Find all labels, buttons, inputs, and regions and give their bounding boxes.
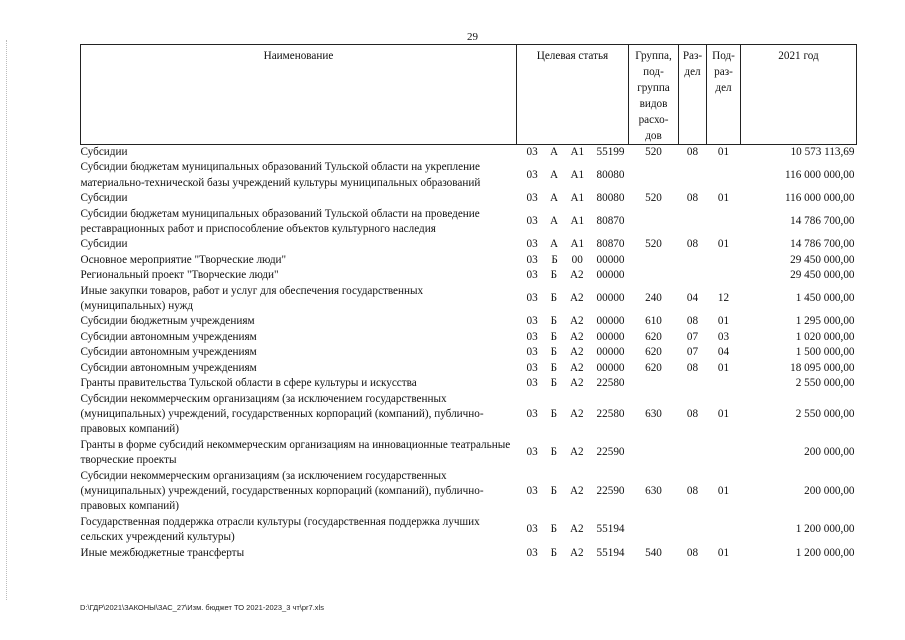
row-amount: 2 550 000,00 xyxy=(795,407,855,420)
row-cs-subprogram: Б xyxy=(551,253,558,266)
row-cs-direction: 80080 xyxy=(596,192,625,205)
row-section: 07 xyxy=(686,330,699,343)
row-subsection xyxy=(707,376,741,391)
row-cs-subprogram: А xyxy=(550,192,559,205)
row-section: 08 xyxy=(686,315,699,328)
header-target-article: Целевая статья xyxy=(517,45,629,145)
row-cs-program: 03 xyxy=(526,407,538,420)
table-row xyxy=(81,160,857,191)
row-cs-program: 03 xyxy=(526,484,538,497)
row-subsection: 01 xyxy=(717,146,730,158)
row-section xyxy=(679,438,707,469)
row-cs-program: 03 xyxy=(526,546,538,559)
row-cs-program: 03 xyxy=(526,346,538,359)
row-target-article xyxy=(517,469,629,515)
row-cs-event: А2 xyxy=(569,361,584,374)
row-cs-event: А2 xyxy=(569,346,584,359)
table-body xyxy=(81,145,857,561)
table-row xyxy=(81,515,857,546)
table-row xyxy=(81,392,857,438)
row-target-article xyxy=(517,253,629,268)
row-section: 08 xyxy=(686,546,699,559)
row-cs-program: 03 xyxy=(526,330,538,343)
header-expense-group: Группа, под- группа видов расхо- дов xyxy=(629,45,679,145)
row-target-article xyxy=(517,392,629,438)
row-cs-direction: 00000 xyxy=(596,330,625,343)
row-name: Региональный проект "Творческие люди" xyxy=(80,269,279,282)
row-target-article xyxy=(517,361,629,376)
row-target-article xyxy=(517,268,629,283)
row-amount: 1 450 000,00 xyxy=(795,292,855,305)
row-target-article xyxy=(517,160,629,191)
table-row xyxy=(81,314,857,329)
row-amount: 200 000,00 xyxy=(804,446,855,459)
row-cs-subprogram: Б xyxy=(550,523,558,536)
row-name: Субсидии xyxy=(80,192,128,205)
table-row xyxy=(81,237,857,252)
row-subsection: 03 xyxy=(717,330,730,343)
row-expense-group: 520 xyxy=(645,146,662,158)
row-subsection: 04 xyxy=(717,346,730,359)
row-target-article xyxy=(517,284,629,315)
row-cs-subprogram: Б xyxy=(550,407,558,420)
row-amount: 1 200 000,00 xyxy=(795,546,855,559)
row-cs-subprogram: Б xyxy=(550,446,558,459)
row-subsection xyxy=(707,207,741,238)
row-cs-event: А1 xyxy=(570,146,585,158)
row-name: Субсидии xyxy=(80,238,128,251)
row-amount: 18 095 000,00 xyxy=(790,361,855,374)
row-target-article xyxy=(517,376,629,391)
row-cs-event: А2 xyxy=(569,407,584,420)
row-name: Субсидии автономным учреждениям xyxy=(80,330,257,343)
budget-table xyxy=(80,44,857,561)
row-amount: 1 500 000,00 xyxy=(795,346,855,359)
row-cs-event: А1 xyxy=(570,192,585,205)
table-row xyxy=(81,438,857,469)
row-cs-direction: 00000 xyxy=(596,292,625,305)
row-cs-direction: 55194 xyxy=(596,546,625,559)
table-row xyxy=(81,253,857,268)
row-expense-group xyxy=(629,253,679,268)
row-expense-group xyxy=(629,376,679,391)
row-amount: 10 573 113,69 xyxy=(790,146,855,158)
file-path-footer: D:\ГДР\2021\ЗАКОНЫ\ЗАС_27\Изм. бюджет ТО 2021-2023_3 чт\pr7.xls xyxy=(80,603,324,612)
row-name: Субсидии некоммерческим организациям (за исключением государственных (муниципальных) учреждений, государственных корпораций (компаний), публично-правовых компаний) xyxy=(80,469,484,513)
row-section: 04 xyxy=(686,292,699,305)
row-cs-subprogram: Б xyxy=(550,484,558,497)
row-cs-program: 03 xyxy=(526,292,538,305)
row-cs-direction: 80080 xyxy=(596,169,625,182)
row-section: 08 xyxy=(686,192,699,205)
row-cs-event: А2 xyxy=(569,269,584,282)
row-expense-group: 630 xyxy=(645,484,662,497)
row-subsection xyxy=(707,438,741,469)
row-subsection xyxy=(707,268,741,283)
row-target-article xyxy=(517,191,629,206)
row-expense-group: 520 xyxy=(645,192,662,205)
row-subsection xyxy=(707,160,741,191)
row-section: 08 xyxy=(686,407,699,420)
row-cs-direction: 55199 xyxy=(596,146,625,158)
row-cs-program: 03 xyxy=(526,215,538,228)
table-row xyxy=(81,268,857,283)
row-amount: 14 786 700,00 xyxy=(790,238,855,251)
table-row xyxy=(81,546,857,561)
table-row xyxy=(81,345,857,360)
header-section: Раз- дел xyxy=(679,45,707,145)
row-expense-group xyxy=(629,160,679,191)
row-cs-event: А1 xyxy=(570,238,585,251)
row-section xyxy=(679,160,707,191)
row-amount: 116 000 000,00 xyxy=(784,169,855,182)
row-cs-program: 03 xyxy=(526,192,538,205)
row-amount: 1 295 000,00 xyxy=(795,315,855,328)
row-cs-direction: 22580 xyxy=(596,377,625,390)
row-cs-subprogram: А xyxy=(550,169,559,182)
row-section xyxy=(679,376,707,391)
row-cs-program: 03 xyxy=(526,377,538,390)
row-target-article xyxy=(517,546,629,561)
row-cs-event: А2 xyxy=(569,484,584,497)
row-cs-subprogram: Б xyxy=(550,377,558,390)
row-section xyxy=(679,515,707,546)
row-cs-direction: 00000 xyxy=(596,315,625,328)
row-cs-program: 03 xyxy=(526,446,538,459)
row-cs-subprogram: Б xyxy=(550,315,558,328)
row-target-article xyxy=(517,515,629,546)
row-section: 07 xyxy=(686,346,699,359)
row-cs-direction: 00000 xyxy=(596,269,625,282)
row-name: Гранты правительства Тульской области в сфере культуры и искусства xyxy=(80,377,417,390)
table-row xyxy=(81,376,857,391)
row-cs-event: А2 xyxy=(569,292,584,305)
row-cs-subprogram: Б xyxy=(550,292,558,305)
row-cs-subprogram: Б xyxy=(550,546,558,559)
row-cs-subprogram: А xyxy=(550,238,559,251)
row-cs-direction: 22580 xyxy=(596,407,625,420)
row-name: Субсидии некоммерческим организациям (за исключением государственных (муниципальных) учреждений, государственных корпораций (компаний), публично-правовых компаний) xyxy=(80,392,484,436)
row-target-article xyxy=(517,345,629,360)
row-section: 08 xyxy=(686,146,699,158)
row-subsection: 12 xyxy=(717,292,730,305)
row-amount: 200 000,00 xyxy=(804,484,855,497)
row-name: Субсидии бюджетам муниципальных образований Тульской области на укрепление материально-технической базы учреждений культуры муниципальных образований xyxy=(80,161,481,189)
row-cs-program: 03 xyxy=(526,361,538,374)
row-subsection xyxy=(707,253,741,268)
row-expense-group xyxy=(629,268,679,283)
row-name: Субсидии автономным учреждениям xyxy=(80,361,257,374)
row-subsection: 01 xyxy=(717,546,730,559)
row-name: Субсидии xyxy=(80,146,128,158)
row-expense-group: 610 xyxy=(645,315,662,328)
row-subsection: 01 xyxy=(717,484,730,497)
row-expense-group: 520 xyxy=(645,238,662,251)
row-cs-program: 03 xyxy=(526,269,538,282)
row-cs-subprogram: А xyxy=(550,215,559,228)
row-subsection xyxy=(707,515,741,546)
page-number: 29 xyxy=(467,31,478,43)
row-cs-subprogram: Б xyxy=(550,330,558,343)
row-name: Государственная поддержка отрасли культуры (государственная поддержка лучших сельских учреждений культуры) xyxy=(80,515,480,544)
row-name: Субсидии автономным учреждениям xyxy=(80,346,257,359)
row-cs-event: А2 xyxy=(569,315,584,328)
table-header-row xyxy=(81,45,857,145)
row-expense-group: 620 xyxy=(645,346,662,359)
row-cs-direction: 80870 xyxy=(596,238,625,251)
row-cs-event: А2 xyxy=(569,523,584,536)
row-target-article xyxy=(517,438,629,469)
table-row xyxy=(81,361,857,376)
header-year-2021: 2021 год xyxy=(741,45,857,145)
row-section: 08 xyxy=(686,484,699,497)
row-expense-group: 630 xyxy=(645,407,662,420)
row-expense-group: 620 xyxy=(645,330,662,343)
header-subsection: Под- раз- дел xyxy=(707,45,741,145)
row-subsection: 01 xyxy=(717,407,730,420)
row-cs-event: А1 xyxy=(570,215,585,228)
row-target-article xyxy=(517,207,629,238)
row-expense-group xyxy=(629,515,679,546)
row-name: Иные закупки товаров, работ и услуг для обеспечения государственных (муниципальных) нужд xyxy=(80,284,424,313)
row-target-article xyxy=(517,237,629,252)
table-row xyxy=(81,207,857,238)
row-cs-direction: 00000 xyxy=(596,361,625,374)
row-cs-program: 03 xyxy=(526,146,538,158)
row-cs-program: 03 xyxy=(526,253,538,266)
row-expense-group: 620 xyxy=(645,361,662,374)
row-cs-program: 03 xyxy=(526,523,538,536)
row-cs-direction: 55194 xyxy=(596,523,625,536)
table-row xyxy=(81,330,857,345)
row-subsection: 01 xyxy=(717,192,730,205)
row-cs-subprogram: Б xyxy=(550,346,558,359)
row-target-article xyxy=(517,330,629,345)
margin-dotted-line xyxy=(6,40,8,600)
row-amount: 29 450 000,00 xyxy=(790,269,855,282)
row-expense-group xyxy=(629,207,679,238)
row-expense-group: 240 xyxy=(645,292,662,305)
table-row xyxy=(81,145,857,161)
row-amount: 14 786 700,00 xyxy=(790,215,855,228)
row-cs-subprogram: Б xyxy=(550,269,558,282)
row-cs-direction: 80870 xyxy=(596,215,625,228)
row-section xyxy=(679,207,707,238)
row-name: Субсидии бюджетам муниципальных образований Тульской области на проведение реставрационных работ и приспособление объектов культурного наследия xyxy=(80,207,480,236)
row-section xyxy=(679,268,707,283)
header-name: Наименование xyxy=(81,45,517,145)
row-name: Основное мероприятие "Творческие люди" xyxy=(80,253,287,266)
row-amount: 116 000 000,00 xyxy=(784,192,855,205)
row-cs-direction: 22590 xyxy=(596,446,625,459)
row-cs-program: 03 xyxy=(526,238,538,251)
row-cs-event: А1 xyxy=(570,169,585,182)
row-cs-event: А2 xyxy=(569,330,584,343)
row-section: 08 xyxy=(686,361,699,374)
row-subsection: 01 xyxy=(717,238,730,251)
row-cs-event: А2 xyxy=(569,546,584,559)
row-cs-program: 03 xyxy=(526,169,538,182)
table-row xyxy=(81,469,857,515)
row-subsection: 01 xyxy=(717,315,730,328)
row-target-article xyxy=(517,145,629,161)
row-cs-subprogram: А xyxy=(550,146,559,158)
row-name: Иные межбюджетные трансферты xyxy=(80,546,245,559)
row-cs-direction: 00000 xyxy=(596,346,625,359)
row-cs-program: 03 xyxy=(526,315,538,328)
row-section xyxy=(679,253,707,268)
row-cs-direction: 00000 xyxy=(596,253,625,266)
row-amount: 2 550 000,00 xyxy=(795,377,855,390)
row-expense-group xyxy=(629,438,679,469)
row-name: Субсидии бюджетным учреждениям xyxy=(80,315,255,328)
row-cs-event: А2 xyxy=(569,377,584,390)
row-amount: 1 020 000,00 xyxy=(795,330,855,343)
row-expense-group: 540 xyxy=(645,546,662,559)
row-cs-event: 00 xyxy=(571,253,583,266)
row-cs-event: А2 xyxy=(569,446,584,459)
row-subsection: 01 xyxy=(717,361,730,374)
table-row xyxy=(81,284,857,315)
row-cs-direction: 22590 xyxy=(596,484,625,497)
row-cs-subprogram: Б xyxy=(550,361,558,374)
row-amount: 29 450 000,00 xyxy=(790,253,855,266)
row-target-article xyxy=(517,314,629,329)
row-name: Гранты в форме субсидий некоммерческим организациям на инновационные театральные творческие проекты xyxy=(80,438,511,467)
row-amount: 1 200 000,00 xyxy=(795,523,855,536)
row-section: 08 xyxy=(686,238,699,251)
table-row xyxy=(81,191,857,206)
